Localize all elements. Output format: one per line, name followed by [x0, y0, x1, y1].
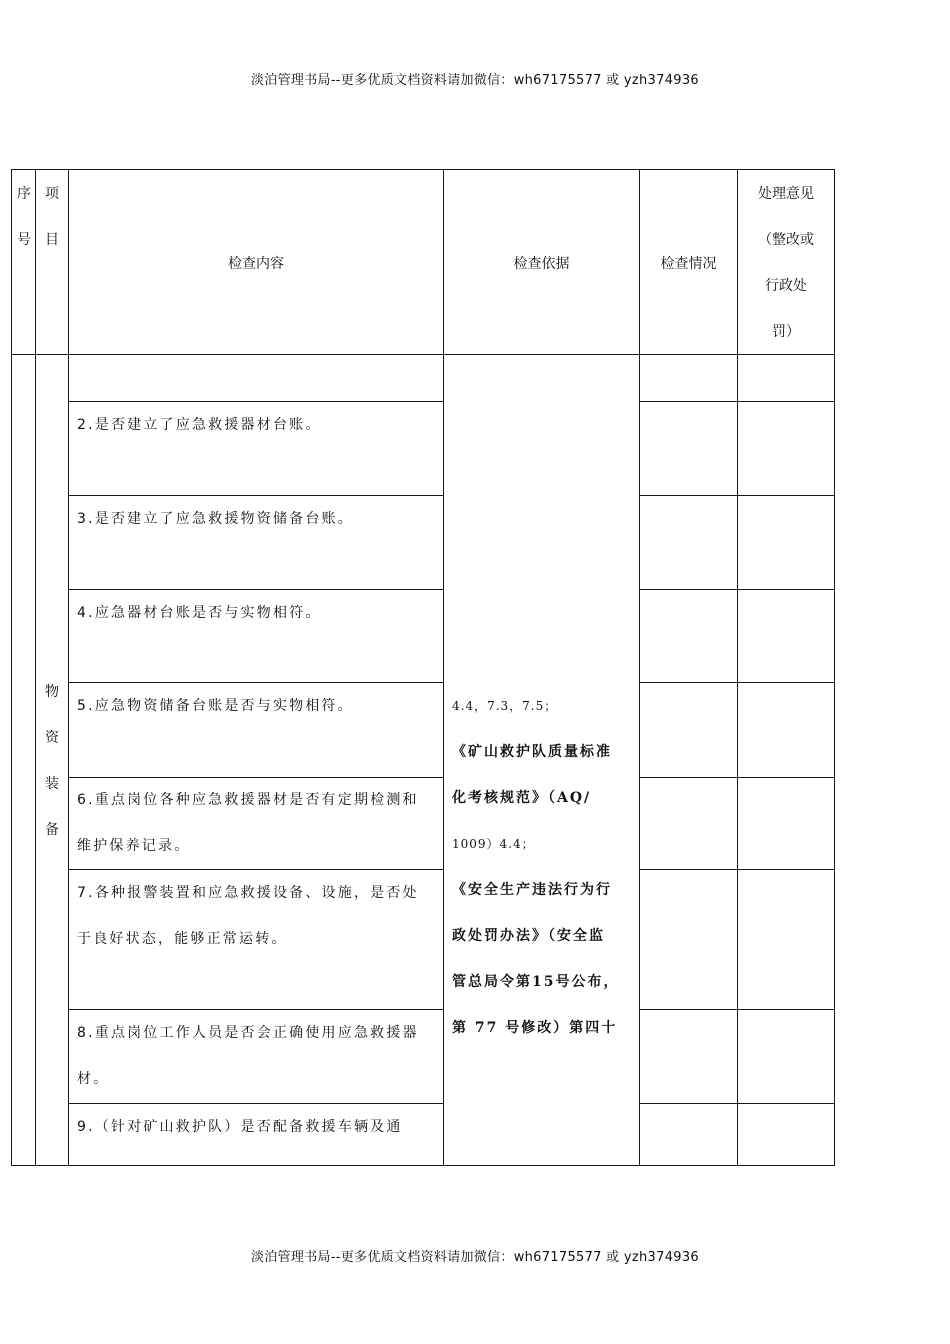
inspection-table	[11, 169, 835, 1166]
row-divider	[639, 682, 835, 683]
header-seq-char: 号	[17, 232, 31, 248]
category-char: 资	[45, 730, 59, 746]
table-border-right	[834, 169, 835, 1166]
row-divider	[639, 777, 835, 778]
check-item-8-cont: 材。	[77, 1071, 110, 1087]
check-item-9: 9.（针对矿山救护队）是否配备救援车辆及通	[77, 1119, 403, 1135]
header-check-status: 检查情况	[660, 256, 717, 272]
check-item-6-cont: 维护保养记录。	[77, 838, 191, 854]
col-divider	[35, 169, 36, 1166]
header-item-char: 项	[45, 186, 59, 202]
check-item-7: 7.各种报警装置和应急救援设备、设施，是否处	[77, 885, 419, 901]
category-char: 物	[45, 684, 59, 700]
basis-line: 1009）4.4；	[452, 837, 535, 851]
basis-line: 第 77 号修改）第四十	[452, 1020, 618, 1036]
col-divider	[443, 169, 444, 1166]
basis-line: 管总局令第15号公布，	[452, 974, 620, 990]
header-item-char: 目	[45, 232, 59, 248]
col-divider	[737, 169, 738, 1166]
header-divider	[11, 354, 835, 355]
row-divider	[639, 401, 835, 402]
row-divider	[639, 1009, 835, 1010]
check-basis-text	[452, 683, 638, 1051]
header-check-basis: 检查依据	[513, 256, 570, 272]
basis-line: 4.4，7.3，7.5；	[452, 699, 558, 713]
header-opinion: 行政处	[765, 278, 807, 294]
header-seq-char: 序	[17, 186, 31, 202]
row-divider	[639, 589, 835, 590]
check-item-4: 4.应急器材台账是否与实物相符。	[77, 605, 322, 621]
table-border-left	[11, 169, 12, 1166]
row-divider	[639, 869, 835, 870]
header-opinion: 罚）	[772, 324, 800, 340]
check-item-6: 6.重点岗位各种应急救援器材是否有定期检测和	[77, 792, 419, 808]
header-opinion: （整改或	[758, 232, 814, 248]
row-divider	[639, 1103, 835, 1104]
table-border-top	[11, 169, 835, 170]
basis-line: 《安全生产违法行为行	[452, 882, 612, 898]
header-check-content: 检查内容	[228, 256, 284, 272]
check-item-7-cont: 于良好状态，能够正常运转。	[77, 931, 288, 947]
col-divider	[68, 169, 69, 1166]
check-item-3: 3.是否建立了应急救援物资储备台账。	[77, 511, 354, 527]
table-border-bottom	[11, 1165, 835, 1166]
row-divider	[639, 495, 835, 496]
category-char: 备	[45, 822, 59, 838]
basis-line: 政处罚办法》（安全监	[452, 928, 605, 944]
page-header: 淡泊管理书局--更多优质文档资料请加微信：wh67175577 或 yzh374936	[251, 73, 699, 88]
basis-line: 化考核规范》（AQ/	[452, 790, 592, 806]
check-item-8: 8.重点岗位工作人员是否会正确使用应急救援器	[77, 1025, 419, 1041]
basis-line: 《矿山救护队质量标准	[452, 744, 612, 760]
category-char: 装	[45, 776, 59, 792]
check-item-5: 5.应急物资储备台账是否与实物相符。	[77, 698, 354, 714]
page-footer: 淡泊管理书局--更多优质文档资料请加微信：wh67175577 或 yzh374936	[251, 1250, 699, 1265]
col-divider	[639, 169, 640, 1166]
check-item-2: 2.是否建立了应急救援器材台账。	[77, 417, 322, 433]
header-opinion: 处理意见	[758, 186, 814, 202]
